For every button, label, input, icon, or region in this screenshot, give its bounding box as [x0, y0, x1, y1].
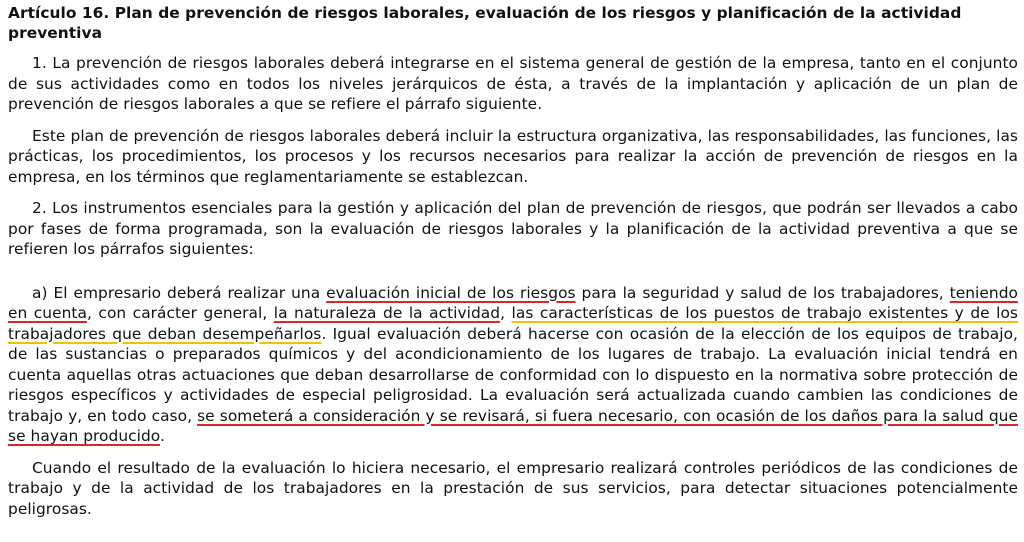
highlight-revision: se someterá a consideración y se revisará, si fuera necesario, con ocasión de los daños para la salud que se hayan producido — [8, 406, 1018, 445]
paragraph-1: 1. La prevención de riesgos laborales deberá integrarse en el sistema general de gestión de la empresa, tanto en el conjunto de sus actividades como en todos los niveles jerárquicos de ésta, a través de la implantación y aplicación de un plan de prevención de riesgos laborales a que se refiere el párrafo siguiente. — [8, 54, 1018, 113]
article-title: Artículo 16. Plan de prevención de riesgos laborales, evaluación de los riesgos y planificación de la actividad preventiva — [8, 4, 962, 42]
paragraph-3: 2. Los instrumentos esenciales para la gestión y aplicación del plan de prevención de riesgos, que podrán ser llevados a cabo por fases de forma programada, son la evaluación de riesgos laborales y la planificación de la actividad preventiva a que se refieren los párrafos siguientes: — [8, 199, 1018, 258]
text-segment: a) El empresario deberá realizar una — [32, 283, 327, 302]
text-segment: . Igual evaluación deberá hacerse con ocasión de la elección de los equipos de trabajo, de las sustancias o preparados químicos y del acondicionamiento de los lugares de trabajo. La evaluación inicial tendrá en cuenta aquellas otras actuaciones que deban desarrollarse de conformidad con lo dispuesto en la normativa sobre protección de riesgos específicos y actividades de especial peligrosidad. La evaluación será actualizada cuando cambien las condiciones de trabajo y, en todo caso, — [8, 324, 1018, 425]
spacer — [8, 271, 1018, 283]
text-segment: , — [500, 304, 512, 322]
highlight-caracteristicas-puestos: las características de los puestos de trabajo existentes y de los trabajadores que deban desempeñarlos — [8, 304, 1018, 343]
paragraph-5: Cuando el resultado de la evaluación lo hiciera necesario, el empresario realizará controles periódicos de las condiciones de trabajo y de la actividad de los trabajadores en la prestación de sus servicios, para detectar situaciones potencialmente peligrosas. — [8, 458, 1018, 518]
paragraph-2: Este plan de prevención de riesgos laborales deberá incluir la estructura organizativa, las responsabilidades, las funciones, las prácticas, los procedimientos, los procesos y los recursos necesarios para realizar la acción de prevención de riesgos en la empresa, en los términos que reglamentariamente se establezcan. — [8, 126, 1018, 186]
highlight-evaluacion-inicial: evaluación inicial de los riesgos — [326, 283, 576, 302]
text-segment: . — [160, 427, 165, 445]
highlight-teniendo-en-cuenta: teniendo en cuenta — [8, 283, 1018, 322]
highlight-naturaleza-actividad: la naturaleza de la actividad — [273, 304, 501, 322]
text-segment: , con carácter general, — [87, 304, 274, 322]
text-segment: para la seguridad y salud de los trabajadores, — [575, 283, 950, 302]
paragraph-4 — [8, 283, 1018, 447]
